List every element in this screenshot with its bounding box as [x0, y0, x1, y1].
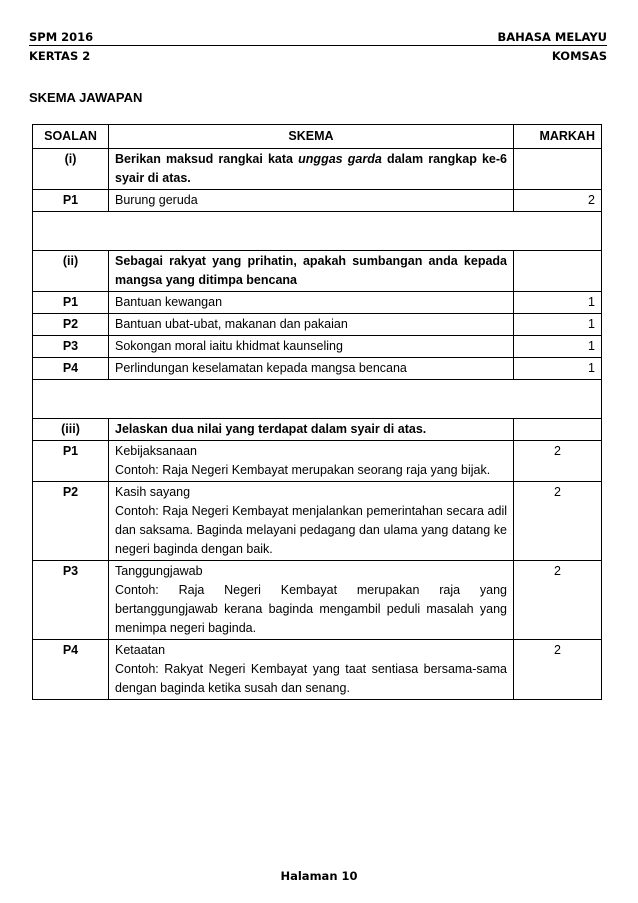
question-text-emphasis: unggas garda	[298, 152, 382, 166]
table-row	[33, 482, 602, 561]
mark-value: 1	[514, 336, 602, 358]
point-title: Kasih sayang	[115, 485, 191, 499]
question-text	[109, 149, 514, 190]
question-label: (ii)	[33, 251, 109, 292]
table-row	[33, 441, 602, 482]
point-title: Tanggungjawab	[115, 564, 203, 578]
mark-cell	[514, 419, 602, 441]
table-row	[33, 190, 602, 212]
point-text: Bantuan ubat-ubat, makanan dan pakaian	[109, 314, 514, 336]
mark-cell	[514, 251, 602, 292]
point-example: Contoh: Raja Negeri Kembayat menjalankan pemerintahan secara adil dan saksama. Baginda melayani pedagang dan ulama yang datang ke negeri baginda dengan baik.	[115, 504, 507, 556]
page-title: SKEMA JAWAPAN	[29, 90, 143, 105]
point-body	[109, 561, 514, 640]
point-label: P1	[33, 441, 109, 482]
table-row	[33, 640, 602, 700]
page-header-top	[29, 30, 607, 46]
point-text: Perlindungan keselamatan kepada mangsa bencana	[109, 358, 514, 380]
point-body	[109, 441, 514, 482]
question-row	[33, 251, 602, 292]
point-title: Kebijaksanaan	[115, 444, 198, 458]
table-row	[33, 358, 602, 380]
point-label: P1	[33, 190, 109, 212]
header-rule	[29, 45, 607, 46]
point-body	[109, 482, 514, 561]
point-label: P3	[33, 336, 109, 358]
question-row	[33, 419, 602, 441]
question-row	[33, 149, 602, 190]
table-row	[33, 336, 602, 358]
spacer-cell	[33, 212, 602, 251]
question-text: Jelaskan dua nilai yang terdapat dalam syair di atas.	[109, 419, 514, 441]
question-label: (i)	[33, 149, 109, 190]
question-text-part: dalam rangkap ke-6 syair di atas.	[115, 152, 507, 185]
header-soalan: SOALAN	[33, 125, 109, 149]
mark-value: 2	[514, 640, 602, 700]
mark-value: 2	[514, 482, 602, 561]
point-title: Ketaatan	[115, 643, 166, 657]
header-skema: SKEMA	[109, 125, 514, 149]
page-header-bottom	[29, 49, 607, 65]
spacer-row	[33, 380, 602, 419]
point-example: Contoh: Raja Negeri Kembayat merupakan seorang raja yang bijak.	[115, 463, 491, 477]
point-label: P2	[33, 482, 109, 561]
point-text: Burung geruda	[109, 190, 514, 212]
question-text: Sebagai rakyat yang prihatin, apakah sumbangan anda kepada mangsa yang ditimpa bencana	[109, 251, 514, 292]
point-label: P3	[33, 561, 109, 640]
question-text-part: Berikan maksud rangkai kata	[115, 152, 299, 166]
point-text: Sokongan moral iaitu khidmat kaunseling	[109, 336, 514, 358]
table-row	[33, 292, 602, 314]
mark-cell	[514, 149, 602, 190]
paper-number: KERTAS 2	[29, 49, 91, 63]
point-label: P4	[33, 358, 109, 380]
point-label: P2	[33, 314, 109, 336]
point-label: P1	[33, 292, 109, 314]
mark-value: 1	[514, 358, 602, 380]
mark-value: 2	[514, 441, 602, 482]
mark-value: 1	[514, 292, 602, 314]
point-label: P4	[33, 640, 109, 700]
header-markah: MARKAH	[514, 125, 602, 149]
question-label: (iii)	[33, 419, 109, 441]
spacer-row	[33, 212, 602, 251]
mark-value: 1	[514, 314, 602, 336]
mark-value: 2	[514, 190, 602, 212]
table-row	[33, 314, 602, 336]
exam-year: SPM 2016	[29, 30, 94, 44]
table-header-row	[33, 125, 602, 149]
paper-section: KOMSAS	[551, 49, 607, 63]
point-example: Contoh: Raja Negeri Kembayat merupakan raja yang bertanggungjawab kerana baginda mengambil peduli masalah yang menimpa negeri baginda.	[115, 583, 507, 635]
answer-scheme-table	[32, 124, 602, 700]
subject-name: BAHASA MELAYU	[497, 30, 607, 44]
page-number: Halaman 10	[280, 869, 358, 883]
point-body	[109, 640, 514, 700]
point-text: Bantuan kewangan	[109, 292, 514, 314]
mark-value: 2	[514, 561, 602, 640]
spacer-cell	[33, 380, 602, 419]
table-row	[33, 561, 602, 640]
point-example: Contoh: Rakyat Negeri Kembayat yang taat sentiasa bersama-sama dengan baginda ketika susah dan senang.	[115, 662, 507, 695]
